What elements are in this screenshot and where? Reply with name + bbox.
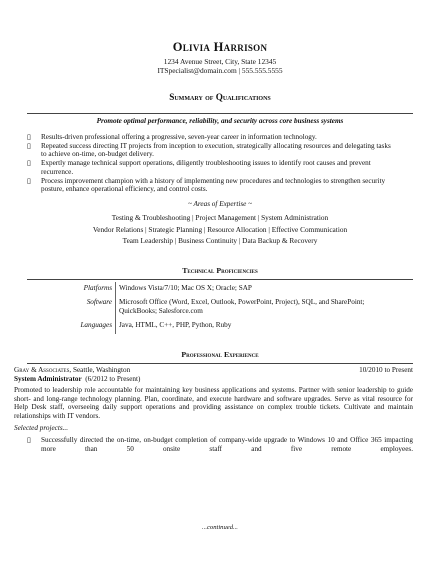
job-dates: (6/2012 to Present) — [85, 375, 141, 383]
tech-value: Microsoft Office (Word, Excel, Outlook, PowerPoint, Project), SQL, and SharePoint; QuickBooks; Salesforce.com — [119, 298, 365, 315]
company-location: , Seattle, Washington — [69, 366, 131, 374]
summary-bullet-text: Expertly manage technical support operations, diligently troubleshooting issues to identify root causes and prevent recurrence. — [41, 159, 371, 176]
project-bullet-item — [27, 436, 413, 453]
tech-label: Languages — [80, 321, 112, 329]
continued-footer: ...continued... — [202, 524, 238, 531]
summary-tagline: Promote optimal performance, reliability, and security across core business systems — [96, 117, 344, 125]
tech-value: Java, HTML, C++, PHP, Python, Ruby — [119, 321, 232, 329]
tech-label: Platforms — [83, 284, 112, 292]
job-description: Promoted to leadership role accountable for maintaining key business applications and systems. Partner with senior leadership to guide short- and long-range technology planning. Plan, coordinate, and execute hardware and software upgrades. Serve as vital resource for Help Desk staff, overseeing daily support operations and providing assistance on complex trouble tickets. Cultivate and maintain relationships with IT vendors. — [14, 386, 413, 421]
technical-rule — [27, 279, 413, 280]
project-bullet-text: Successfully directed the on-time, on-budget completion of company-wide upgrade to Windows 10 and Office 365 impacting more than 50 onsite staff and five remote employees. — [41, 436, 413, 453]
experience-rule — [27, 363, 413, 364]
address-line: 1234 Avenue Street, City, State 12345 — [163, 57, 277, 66]
tech-label: Software — [86, 298, 112, 306]
summary-bullets — [27, 133, 395, 194]
summary-bullet — [27, 142, 395, 159]
summary-bullet-text: Results-driven professional offering a progressive, seven-year career in information technology. — [41, 133, 317, 141]
employment-dates: 10/2010 to Present — [359, 366, 413, 374]
job-title: System Administrator — [14, 375, 82, 383]
areas-of-expertise-title: ~ Areas of Expertise ~ — [187, 200, 253, 208]
summary-title: Summary of Qualifications — [169, 92, 271, 102]
summary-bullet-text: Repeated success directing IT projects from inception to execution, strategically allocating resources and delegating tasks to achieve on-time, on-budget delivery. — [41, 141, 391, 159]
areas-of-expertise — [0, 212, 440, 247]
candidate-name: Olivia Harrison — [172, 40, 268, 54]
bullet-box-icon: ▯ — [27, 133, 31, 141]
selected-projects-label: Selected projects... — [14, 424, 69, 432]
project-bullet — [27, 436, 413, 453]
contact-line: ITSpecialist@domain.com | 555.555.5555 — [157, 66, 283, 75]
technical-title: Technical Proficiencies — [182, 266, 258, 275]
company-name: Gray & Associates — [14, 366, 70, 374]
areas-line: Vendor Relations | Strategic Planning | Resource Allocation | Effective Communication — [92, 224, 348, 234]
summary-bullet — [27, 177, 395, 194]
areas-line: Testing & Troubleshooting | Project Management | System Administration — [111, 213, 329, 222]
bullet-box-icon: ▯ — [27, 141, 31, 150]
summary-rule — [27, 113, 413, 114]
bullet-box-icon: ▯ — [27, 159, 31, 168]
summary-bullet — [27, 159, 395, 176]
experience-title: Professional Experience — [181, 350, 259, 359]
bullet-box-icon: ▯ — [27, 176, 31, 185]
job-title-line — [14, 375, 414, 384]
tech-value: Windows Vista/7/10; Mac OS X; Oracle; SAP — [119, 284, 252, 292]
summary-bullet — [27, 133, 395, 142]
bullet-box-icon: ▯ — [27, 436, 31, 444]
areas-line: Team Leadership | Business Continuity | Data Backup & Recovery — [122, 236, 318, 246]
summary-bullet-text: Process improvement champion with a history of implementing new procedures and technologies to strengthen security posture, enhance operational efficiency, and control costs. — [41, 176, 386, 194]
technical-divider — [115, 282, 116, 334]
